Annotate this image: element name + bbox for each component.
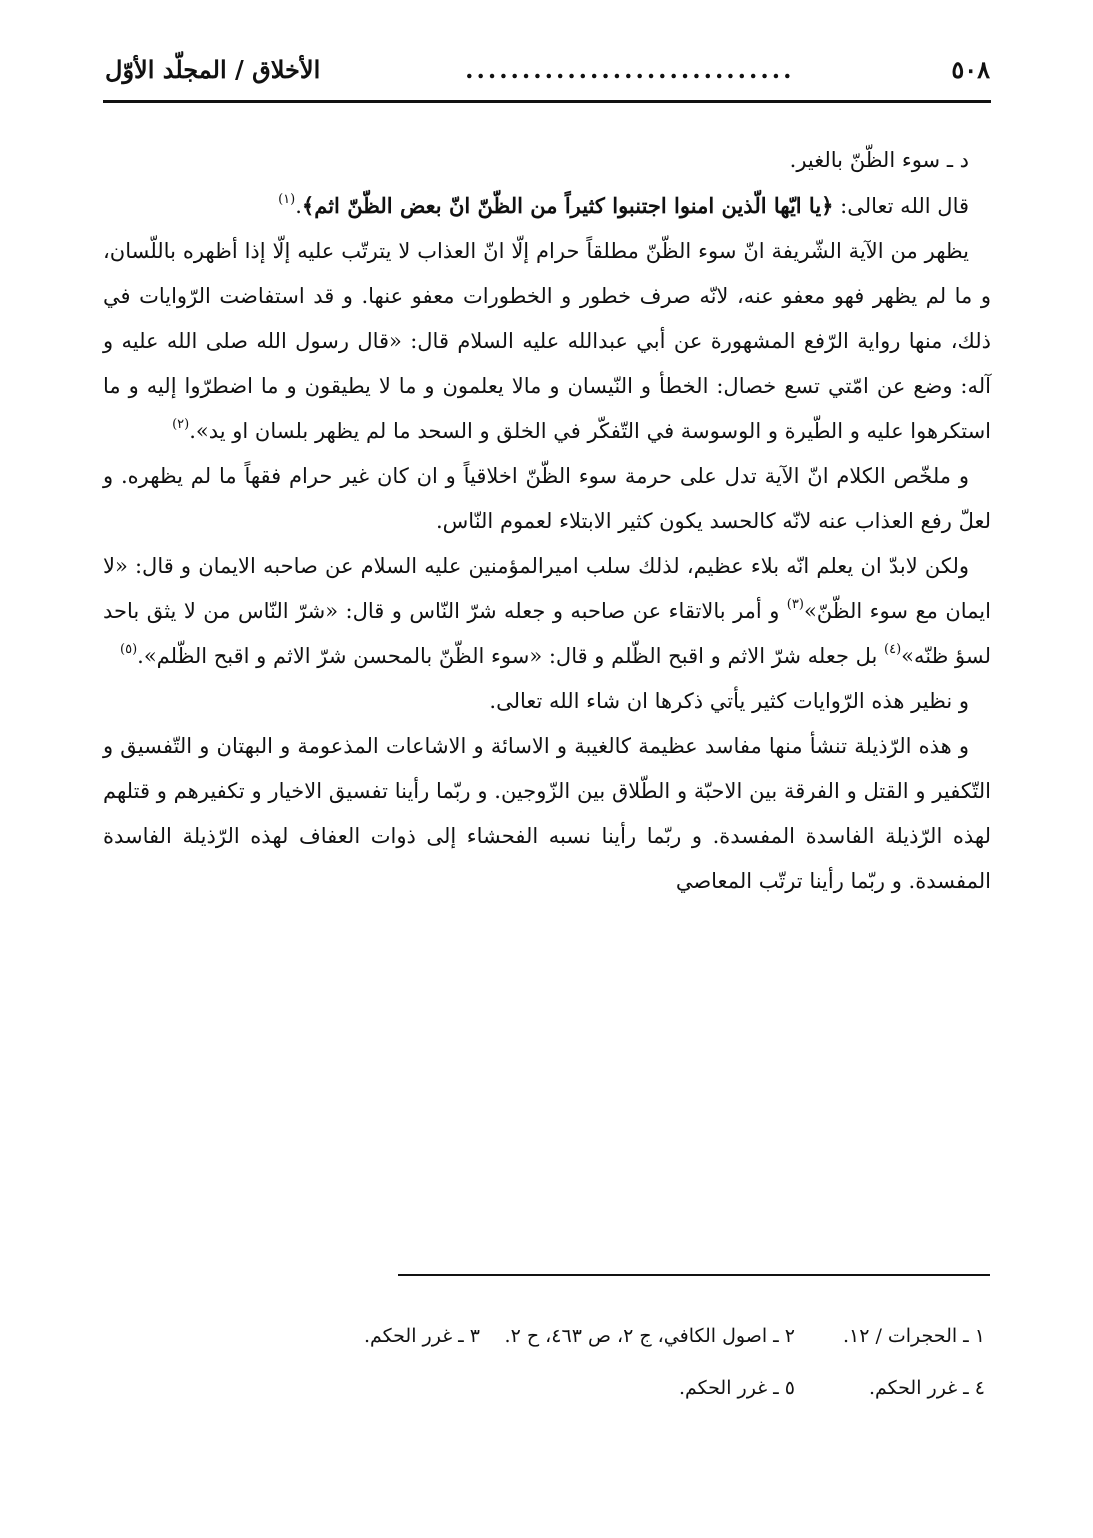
honorific-symbol: عليه السلام [457, 329, 560, 353]
footnote-5: ٥ ـ غرر الحكم. [678, 1377, 795, 1399]
section-heading: د ـ سوء الظّنّ بالغير. [789, 148, 969, 172]
paragraph-4: و نظير هذه الرّوايات كثير يأتي ذكرها ان شاء الله تعالى. [489, 689, 969, 713]
footnote-ref-3: (٣) [786, 597, 804, 612]
footnote-ref-2: (٢) [172, 417, 190, 432]
quran-citation: قال الله تعالى: ﴿يا ايّها الّذين امنوا اجتنبوا كثيراً من الظّنّ انّ بعض الظّنّ اثم﴾.$^{(١)}$ [278, 192, 969, 218]
footnote-3: ٣ ـ غرر الحكم. [363, 1325, 480, 1347]
footnote-ref-5: (٥) [120, 642, 138, 657]
honorific-symbol: عليه السلام [360, 554, 462, 578]
footnote-1: ١ ـ الحجرات / ١٢. [842, 1325, 985, 1347]
footnote-row [150, 1310, 985, 1362]
footnote-ref-4: (٤) [884, 642, 902, 657]
page-number: ٥٠٨ [951, 54, 990, 84]
footnote-row [150, 1362, 985, 1414]
footnotes [150, 1310, 985, 1414]
footnote-2: ٢ ـ اصول الكافي، ج ٢، ص ٤٦٣، ح ٢. [504, 1325, 795, 1347]
header-rule [103, 100, 991, 103]
footnote-4: ٤ ـ غرر الحكم. [868, 1377, 985, 1399]
main-text [103, 138, 991, 904]
book-title: الأخلاق / المجلّد الأوّل [105, 54, 321, 84]
paragraph-3: ولكن لابدّ ان يعلم انّه بلاء عظيم، لذلك سلب اميرالمؤمنين عليه السلام عن صاحبه الايمان و قال: «لا ايمان مع سوء الظّنّ»$^{(٣)}$ و أمر بالاتقاء عن صاحبه و جعله شرّ النّاس و قال: «شرّ النّاس من لا يثق باحد لسؤ ظنّه»$^{(٤)}$ بل جعله شرّ الاثم و اقبح الظّلم و قال: «سوء الظّنّ بالمحسن شرّ الاثم و اقبح الظّلم».$^{(٥)}$ [103, 554, 991, 668]
running-header [105, 48, 990, 90]
footnote-rule [398, 1274, 990, 1276]
paragraph-2: و ملخّص الكلام انّ الآية تدل على حرمة سوء الظّنّ اخلاقياً و ان كان غير حرام فقهاً ما لم يظهره. و لعلّ رفع العذاب عنه لانّه كالحسد يكون كثير الابتلاء لعموم النّاس. [103, 464, 991, 533]
paragraph-5: و هذه الرّذيلة تنشأ منها مفاسد عظيمة كالغيبة و الاسائة و الاشاعات المذعومة و البهتان و التّفسيق و التّكفير و القتل و الفرقة بين الاحبّة و الطّلاق بين الزّوجين. و ربّما رأينا تفسيق الاخيار و تكفيرهم و قتلهم لهذه الرّذيلة الفاسدة المفسدة. و ربّما رأينا نسبه الفحشاء إلى ذوات العفاف لهذه الرّذيلة الفاسدة المفسدة. و ربّما رأينا ترتّب المعاصي [103, 734, 991, 893]
quran-verse: ﴿يا ايّها الّذين امنوا اجتنبوا كثيراً من الظّنّ انّ بعض الظّنّ اثم﴾ [301, 193, 834, 218]
honorific-symbol: صلى الله عليه و آله [103, 329, 991, 398]
footnote-ref-1: (١) [278, 192, 296, 207]
paragraph-1: يظهر من الآية الشّريفة انّ سوء الظّنّ مطلقاً حرام إلّا انّ العذاب لا يترتّب عليه إلّا إذا أظهره باللّسان، و ما لم يظهر فهو معفو عنه، لانّه صرف خطور و الخطورات معفو عنها. و قد استفاضت الرّوايات في ذلك، منها رواية الرّفع المشهورة عن أبي عبدالله عليه السلام قال: «قال رسول الله صلى الله عليه و آله: وضع عن امّتي تسع خصال: الخطأ و النّيسان و مالا يعلمون و ما لا يطيقون و ما اضطرّوا إليه و ما استكرهوا عليه و الطّيرة و الوسوسة في التّفكّر في الخلق و السحد ما لم يظهر بلسان او يد».$^{(٢)}$ [103, 239, 992, 443]
header-leader-dots: ............................. [465, 54, 795, 84]
